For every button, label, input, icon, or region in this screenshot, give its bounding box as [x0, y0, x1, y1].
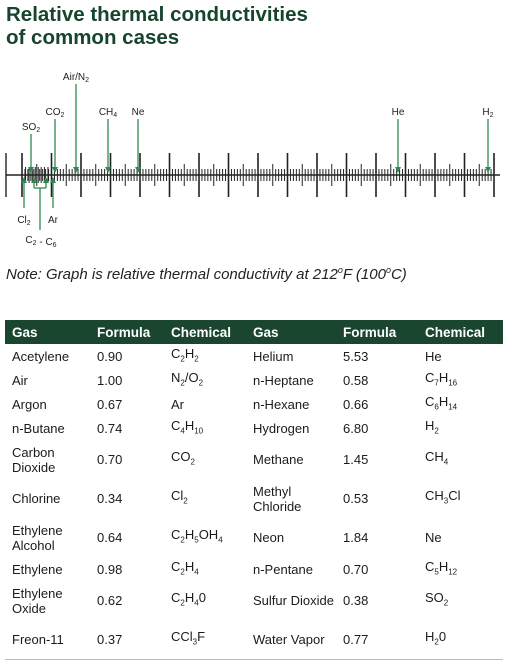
gas-name: Carbon Dioxide [12, 444, 56, 475]
formula-subscript: 7 [434, 378, 439, 388]
gas-table [5, 320, 503, 660]
gas-name: Air [12, 372, 28, 388]
formula-part: C [171, 417, 181, 433]
formula-subscript: 5 [194, 535, 199, 545]
formula-part: H [184, 527, 195, 543]
formula-subscript: 2 [180, 354, 185, 364]
formula-part: /O [184, 369, 199, 385]
formula-part: N [171, 369, 181, 385]
formula-part: C [425, 558, 435, 574]
formula-part: 0 [198, 590, 206, 606]
formula-subscript: 14 [448, 402, 458, 412]
formula-subscript: 4 [180, 426, 185, 436]
formula-part: C [171, 527, 181, 543]
chemical-formula [164, 416, 246, 440]
formula-subscript: 2 [443, 598, 449, 608]
formula-part: H [184, 590, 195, 606]
formula-part: Cl [171, 488, 184, 504]
gas-name: Sulfur Dioxide [253, 593, 334, 608]
chemical-formula [164, 620, 246, 659]
formula-part: C [425, 393, 435, 409]
note-prefix: Note: Graph is relative thermal conductivity at 212 [6, 266, 338, 283]
gas-name: Neon [253, 530, 285, 545]
marker-label: $C_2 - C_6$ [25, 235, 57, 249]
chemical-formula [418, 518, 503, 557]
note-mid: F (100 [342, 266, 386, 283]
conductivity-value: 1.45 [343, 452, 369, 467]
formula-part: Ne [425, 530, 442, 545]
conductivity-value: 0.70 [97, 452, 123, 467]
page-title [6, 3, 486, 49]
formula-subscript: 2 [180, 378, 185, 388]
title-line-2: of common cases [6, 26, 180, 49]
chemical-formula [418, 581, 503, 620]
table-row [5, 518, 503, 557]
gas-name: n-Butane [12, 420, 65, 436]
gas-name: Ethylene Oxide [12, 585, 63, 616]
marker-label: $H_2$ [482, 107, 494, 119]
formula-subscript: 4 [443, 457, 449, 467]
table-row [5, 344, 503, 368]
degree-mark: o [337, 265, 343, 275]
gas-name: Methyl Chloride [253, 483, 302, 514]
formula-part: CH [425, 449, 444, 465]
formula-subscript: 2 [180, 535, 185, 545]
formula-part: He [425, 348, 442, 364]
gas-name: Acetylene [12, 348, 70, 364]
conductivity-value: 0.34 [97, 491, 123, 506]
formula-part: CCl [171, 628, 193, 644]
header-gas: Gas [246, 320, 336, 344]
conductivity-value: 0.98 [97, 561, 123, 577]
conductivity-value: 0.58 [343, 372, 369, 388]
gas-name: Methane [253, 452, 304, 467]
table-row [5, 368, 503, 392]
chemical-formula [164, 557, 246, 581]
marker-label: Air/$N_2$ [62, 72, 90, 84]
formula-subscript: 2 [190, 457, 195, 467]
formula-subscript: 2 [434, 426, 439, 436]
formula-part: F [197, 628, 206, 644]
conductivity-value: 0.74 [97, 420, 123, 436]
conductivity-value: 0.62 [97, 593, 123, 608]
chemical-formula [418, 557, 503, 581]
conductivity-value: 0.53 [343, 491, 369, 506]
formula-subscript: 2 [180, 598, 185, 608]
gas-name: Helium [253, 348, 294, 364]
graph-note [6, 265, 407, 283]
gas-name: Hydrogen [253, 420, 310, 436]
formula-part: H [438, 369, 449, 385]
table-row [5, 557, 503, 581]
formula-part: SO [425, 590, 444, 606]
chemical-formula [418, 344, 503, 368]
formula-part: H [438, 558, 449, 574]
gas-name: n-Heptane [253, 372, 314, 388]
chemical-formula [418, 440, 503, 479]
formula-part: Cl [448, 488, 461, 504]
conductivity-value: 5.53 [343, 348, 369, 364]
formula-part: CH [425, 488, 444, 504]
table-row [5, 479, 503, 518]
formula-subscript: 2 [198, 378, 204, 388]
formula-part: H [184, 558, 195, 574]
formula-part: H [184, 345, 195, 361]
formula-part: H [425, 417, 435, 433]
formula-part: C [171, 590, 181, 606]
marker-label: $SO_2$ [21, 122, 41, 134]
header-chemical: Chemical [418, 320, 503, 344]
header-chemical: Chemical [164, 320, 246, 344]
formula-subscript: 6 [434, 402, 439, 412]
marker-label: $Cl_2$ [17, 215, 31, 227]
gas-name: n-Hexane [253, 396, 310, 412]
formula-subscript: 4 [194, 598, 199, 608]
chemical-formula [418, 416, 503, 440]
gas-name: Water Vapor [246, 620, 336, 659]
formula-part: OH [198, 527, 219, 543]
chemical-formula [418, 368, 503, 392]
formula-part: H [438, 393, 449, 409]
gas-name: Ethylene [12, 561, 63, 577]
note-suffix: C) [390, 266, 407, 283]
gas-name: Ethylene Alcohol [12, 522, 63, 553]
formula-subscript: 16 [448, 378, 458, 388]
chemical-formula [164, 581, 246, 620]
conductivity-value: 1.00 [97, 372, 123, 388]
formula-subscript: 5 [434, 567, 439, 577]
conductivity-value: 0.38 [343, 593, 369, 608]
chemical-formula [418, 620, 503, 659]
chemical-formula [164, 440, 246, 479]
conductivity-value: 0.37 [90, 620, 164, 659]
table-row [5, 392, 503, 416]
conductivity-value: 6.80 [343, 420, 369, 436]
chemical-formula [164, 518, 246, 557]
conductivity-value: 0.90 [97, 348, 123, 364]
formula-subscript: 3 [192, 637, 198, 647]
table-header-row [5, 320, 503, 344]
header-gas: Gas [5, 320, 90, 344]
marker-label: He [391, 107, 405, 118]
title-line-1: Relative thermal conductivities [6, 3, 308, 26]
conductivity-value: 0.70 [343, 561, 369, 577]
formula-subscript: 10 [194, 426, 204, 436]
gas-name: Chlorine [12, 491, 61, 506]
formula-subscript: 4 [218, 535, 223, 545]
arrow-head [485, 167, 491, 173]
formula-subscript: 2 [180, 567, 185, 577]
header-formula: Formula [90, 320, 164, 344]
gas-name: n-Pentane [253, 561, 313, 577]
formula-part: H [425, 628, 435, 644]
conductivity-value: 1.84 [343, 530, 369, 545]
conductivity-value: 0.77 [336, 620, 418, 659]
conductivity-value: 0.66 [343, 396, 369, 412]
marker-label: Ne [131, 107, 145, 118]
formula-subscript: 4 [194, 567, 199, 577]
formula-subscript: 2 [183, 496, 188, 506]
conductivity-scale [0, 60, 509, 260]
gas-table-body [5, 344, 503, 659]
formula-subscript: 2 [194, 354, 199, 364]
formula-subscript: 12 [448, 567, 458, 577]
marker-label: $CH_4$ [98, 107, 118, 119]
table-row [5, 416, 503, 440]
table-row [5, 620, 503, 659]
formula-subscript: 2 [434, 637, 439, 647]
chemical-formula [164, 479, 246, 518]
chemical-formula [164, 368, 246, 392]
formula-part: C [171, 345, 181, 361]
chemical-formula [418, 392, 503, 416]
formula-part: C [425, 369, 435, 385]
formula-part: Ar [171, 396, 184, 412]
gas-name: Argon [12, 396, 47, 412]
formula-part: CO [171, 449, 191, 465]
table-row [5, 581, 503, 620]
marker-label: Ar [48, 215, 58, 226]
chemical-formula [164, 344, 246, 368]
header-formula: Formula [336, 320, 418, 344]
conductivity-value: 0.64 [97, 530, 123, 545]
formula-part: 0 [438, 628, 447, 644]
degree-mark: o [385, 265, 391, 275]
formula-part: C [171, 558, 181, 574]
gas-name: Freon-11 [5, 620, 90, 659]
formula-part: H [184, 417, 195, 433]
chemical-formula [418, 479, 503, 518]
table-row [5, 440, 503, 479]
marker-label: $CO_2$ [45, 107, 65, 119]
formula-subscript: 3 [443, 496, 449, 506]
conductivity-value: 0.67 [97, 396, 123, 412]
chemical-formula [164, 392, 246, 416]
